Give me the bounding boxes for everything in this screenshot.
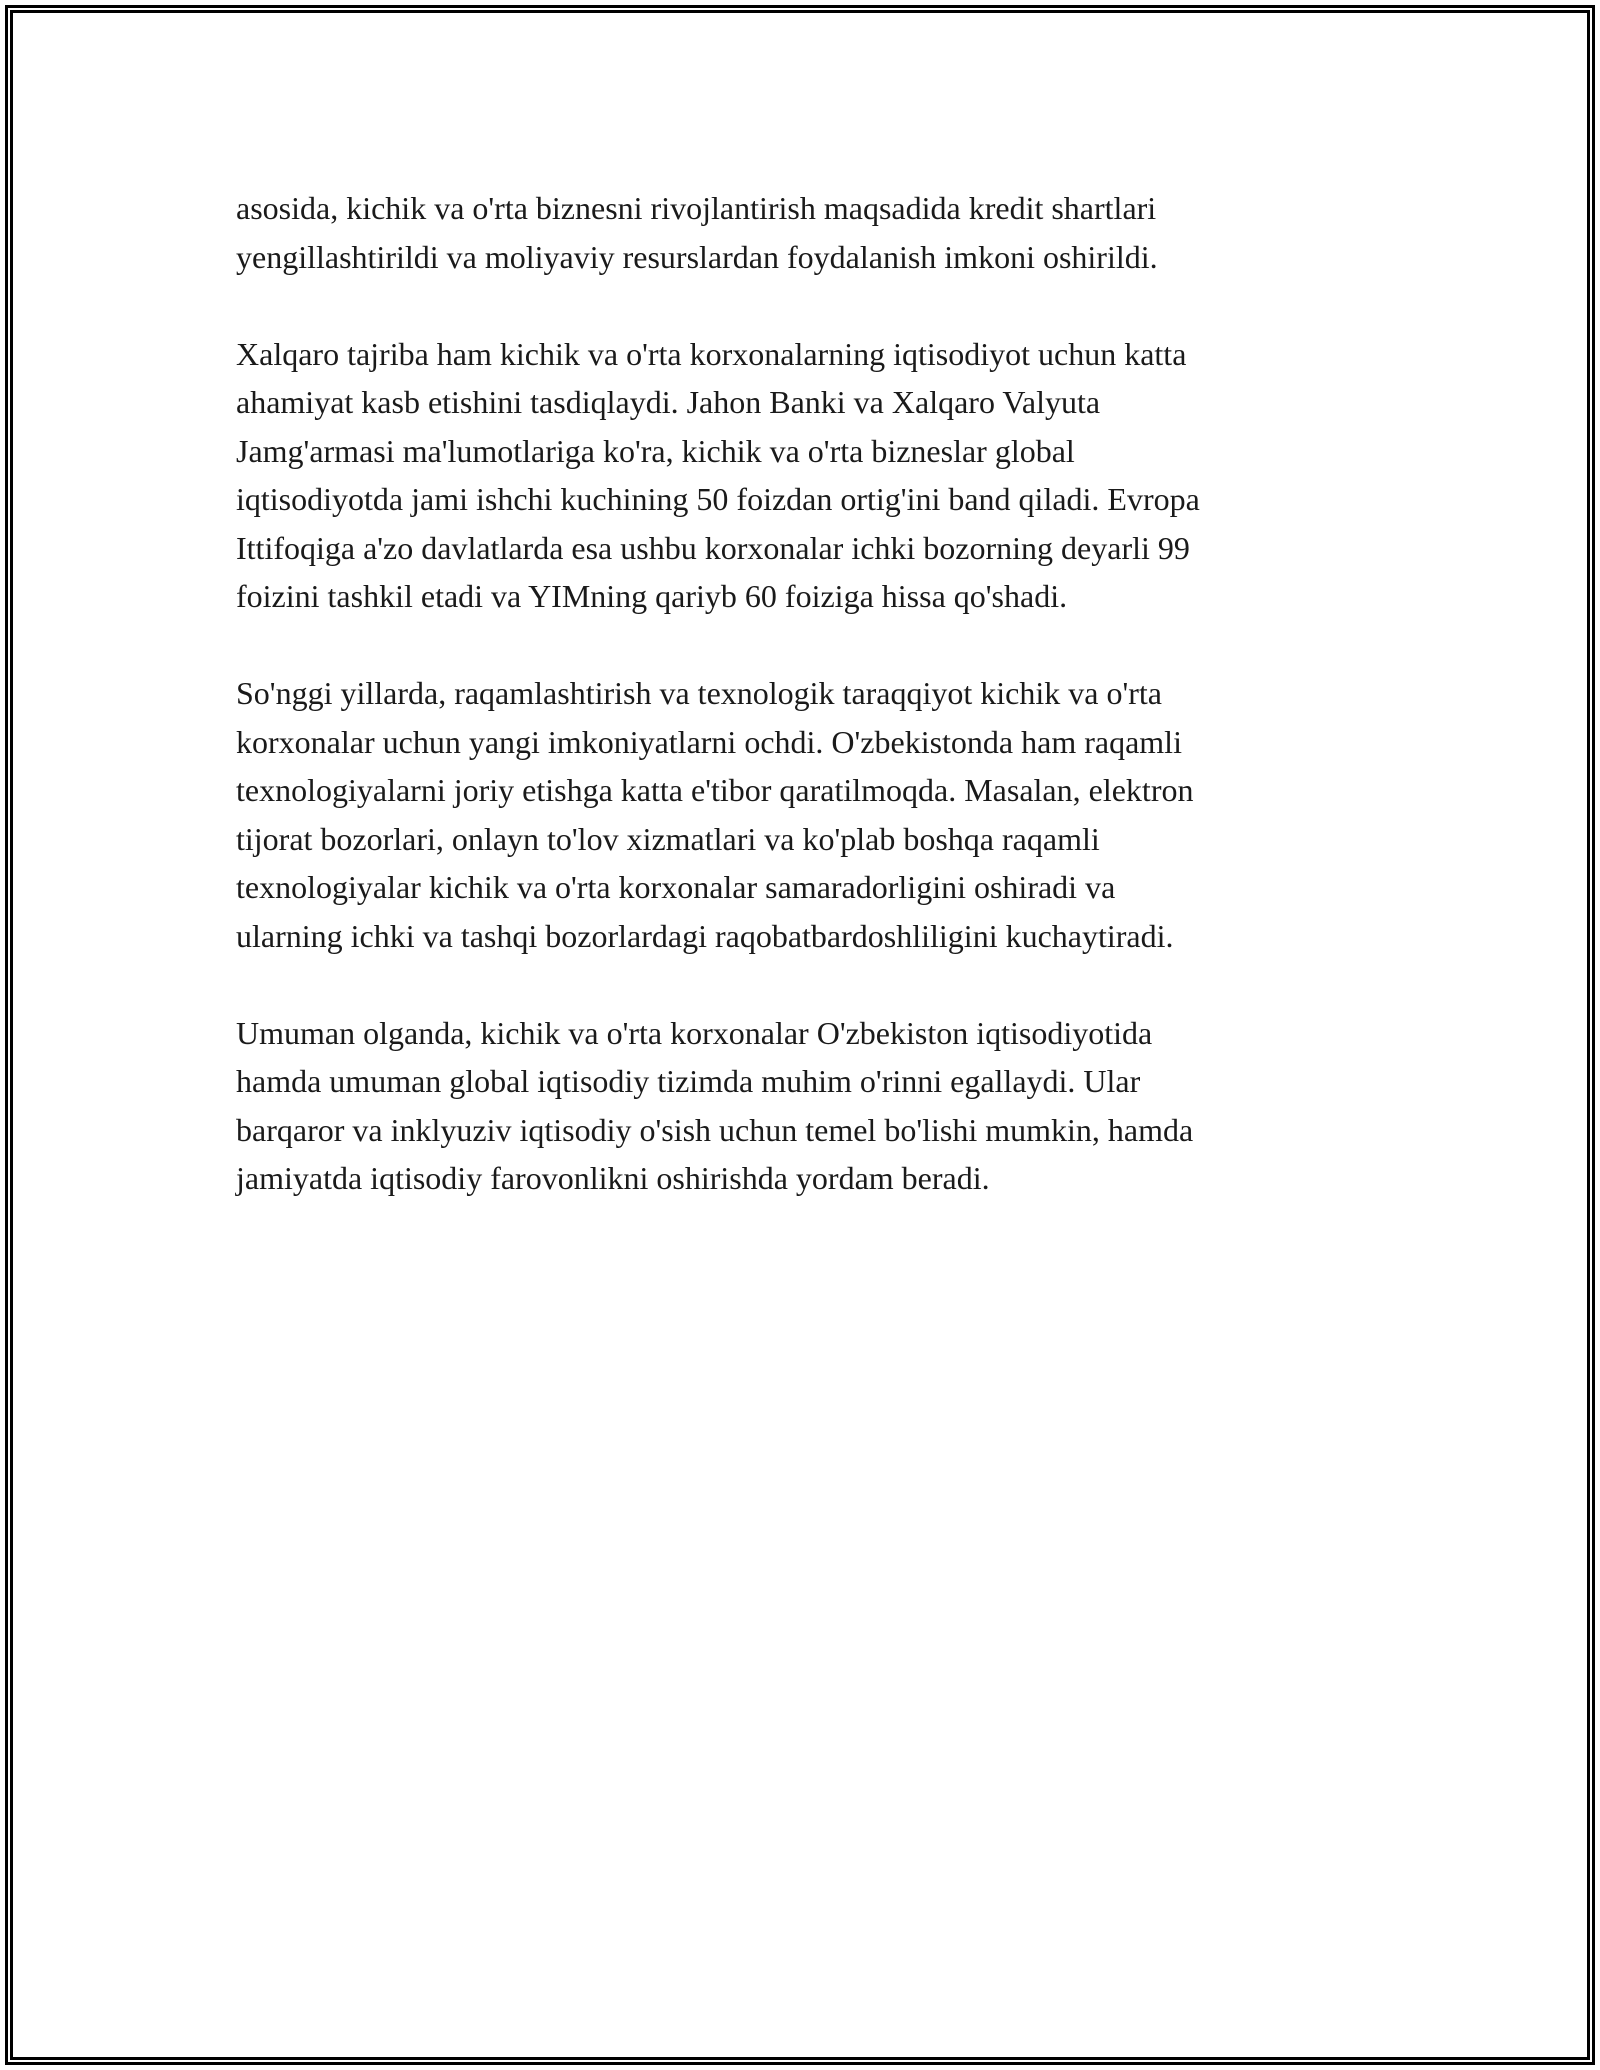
text-line: yengillashtirildi va moliyaviy resurslardan foydalanish imkoni oshirildi. (236, 238, 1158, 275)
text-line: barqaror va inklyuziv iqtisodiy o'sish uchun temel bo'lishi mumkin, hamda (236, 1111, 1194, 1148)
paragraph (236, 1009, 1366, 1203)
text-line: Xalqaro tajriba ham kichik va o'rta korxonalarning iqtisodiyot uchun katta (236, 335, 1187, 372)
text-line: hamda umuman global iqtisodiy tizimda muhim o'rinni egallaydi. Ular (236, 1063, 1141, 1099)
text-line: korxonalar uchun yangi imkoniyatlarni ochdi. O'zbekistonda ham raqamli (236, 723, 1182, 760)
text-line: jamiyatda iqtisodiy farovonlikni oshirishda yordam beradi. (236, 1160, 990, 1196)
text-line: foizini tashkil etadi va YIMning qariyb 60 foiziga hissa qo'shadi. (236, 578, 1068, 614)
paragraph (236, 184, 1366, 281)
text-line: Jamg'armasi ma'lumotlariga ko'ra, kichik va o'rta bizneslar global (236, 432, 1075, 469)
document-body (236, 184, 1366, 1251)
text-line: texnologiyalar kichik va o'rta korxonalar samaradorligini oshiradi va (236, 869, 1116, 905)
text-line: iqtisodiyotda jami ishchi kuchining 50 foizdan ortig'ini band qiladi. Evropa (236, 481, 1200, 517)
text-line: ahamiyat kasb etishini tasdiqlaydi. Jahon Banki va Xalqaro Valyuta (236, 384, 1101, 420)
paragraph (236, 669, 1366, 960)
text-line: Umuman olganda, kichik va o'rta korxonalar O'zbekiston iqtisodiyotida (236, 1014, 1153, 1051)
paragraph (236, 330, 1366, 621)
text-line: So'nggi yillarda, raqamlashtirish va texnologik taraqqiyot kichik va o'rta (236, 675, 1162, 711)
text-line: ularning ichki va tashqi bozorlardagi raqobatbardoshliligini kuchaytiradi. (236, 917, 1174, 954)
text-line: texnologiyalarni joriy etishga katta e'tibor qaratilmoqda. Masalan, elektron (236, 772, 1194, 808)
text-line: tijorat bozorlari, onlayn to'lov xizmatlari va ko'plab boshqa raqamli (236, 820, 1100, 857)
text-line: asosida, kichik va o'rta biznesni rivojlantirish maqsadida kredit shartlari (236, 190, 1157, 226)
text-line: Ittifoqiga a'zo davlatlarda esa ushbu korxonalar ichki bozorning deyarli 99 (236, 529, 1190, 566)
